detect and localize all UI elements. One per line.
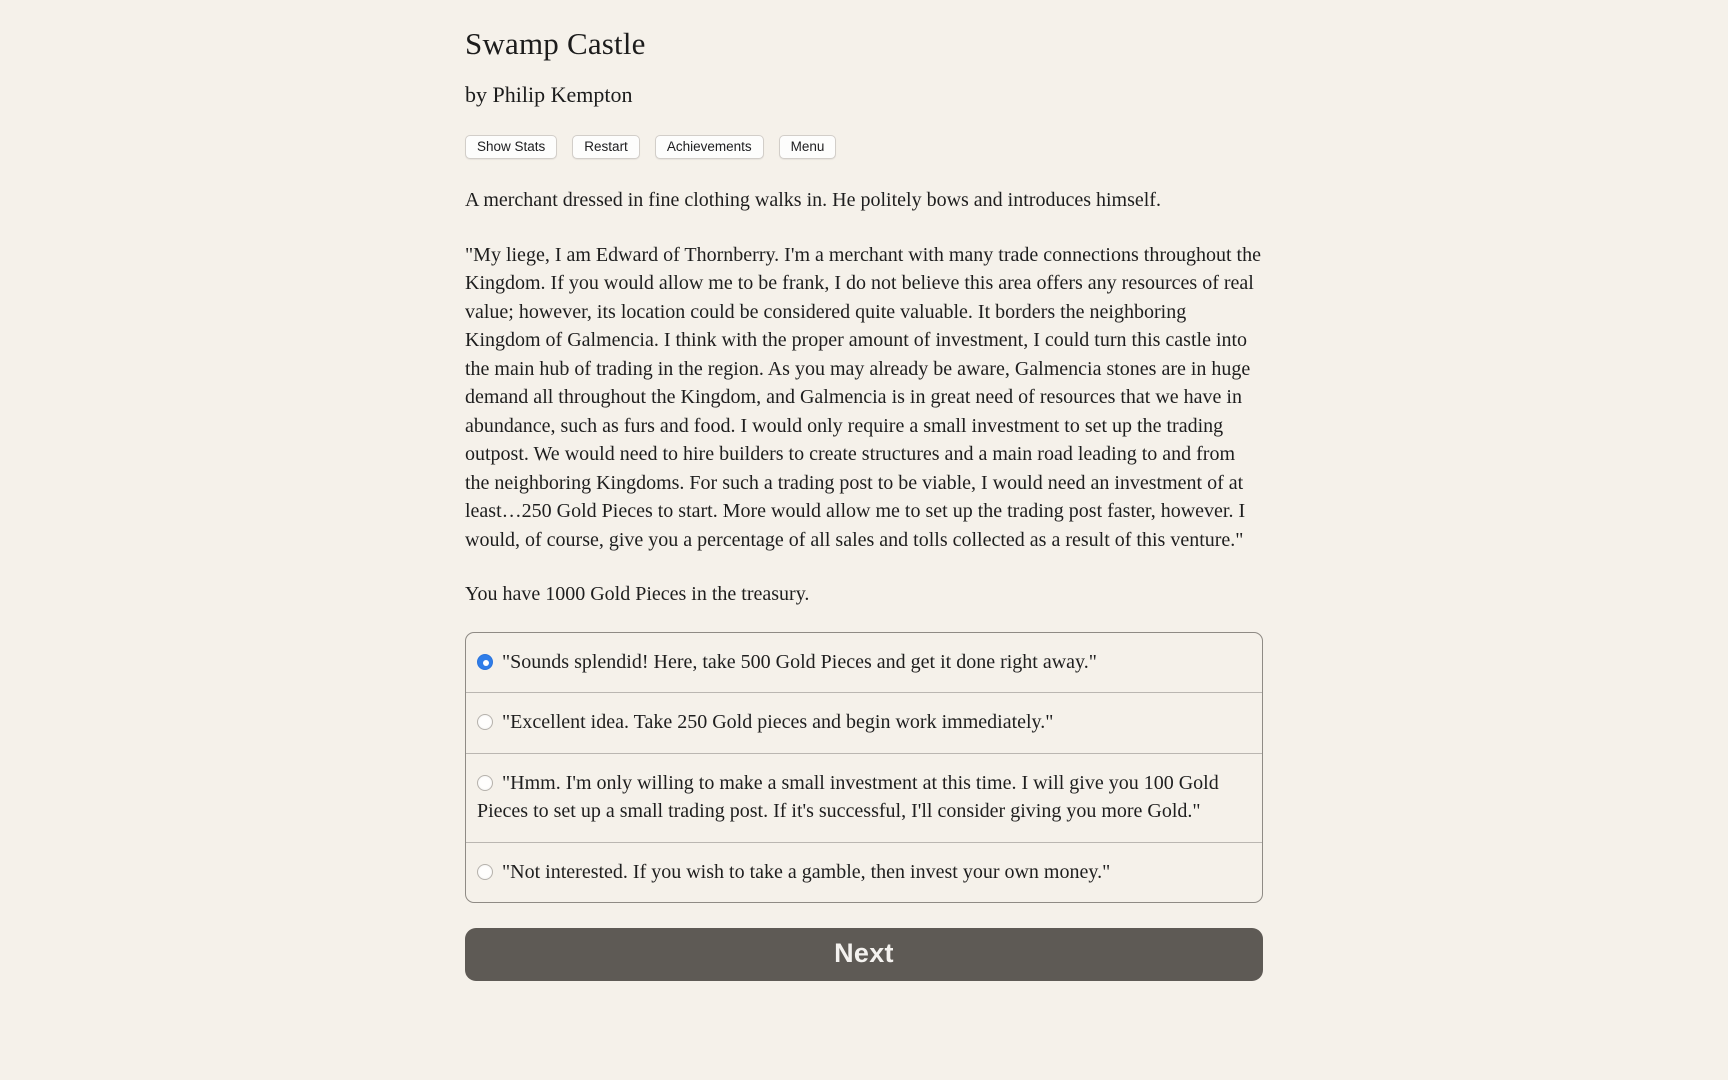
achievements-button[interactable]: Achievements — [655, 135, 764, 159]
choices-box — [465, 632, 1263, 904]
choice-option-1-label: "Sounds splendid! Here, take 500 Gold Pieces and get it done right away." — [502, 650, 1097, 673]
choice-option-4-label: "Not interested. If you wish to take a gamble, then invest your own money." — [502, 860, 1111, 883]
restart-button[interactable]: Restart — [572, 135, 640, 159]
choice-option-4[interactable] — [466, 842, 1262, 903]
next-button[interactable]: Next — [465, 928, 1263, 981]
game-title: Swamp Castle — [465, 26, 646, 61]
choice-option-2-label: "Excellent idea. Take 250 Gold pieces and begin work immediately." — [502, 711, 1054, 733]
story-paragraph: "My liege, I am Edward of Thornberry. I'm a merchant with many trade connections throughout the Kingdom. If you would allow me to be frank, I do not believe this area offers any resources of real value; however, its location could be considered quite valuable. It borders the neighboring Kingdom of Galmencia. I think with the proper amount of investment, I could turn this castle into the main hub of trading in the region. As you may already be aware, Galmencia stones are in huge demand all throughout the Kingdom, and Galmencia is in great need of resources that we have in abundance, such as furs and food. I would only require a small investment to set up the trading outpost. We would need to hire builders to create structures and a main road leading to and from the neighboring Kingdoms. For such a trading post to be viable, I would need an investment of at least…250 Gold Pieces to start. More would allow me to set up the trading post faster, however. I would, of course, give you a percentage of all sales and tolls collected as a result of this venture." — [465, 243, 1261, 551]
toolbar — [465, 135, 1263, 159]
radio-icon[interactable] — [477, 775, 493, 791]
game-content — [465, 0, 1263, 981]
show-stats-button[interactable]: Show Stats — [465, 135, 557, 159]
story-paragraph-treasury: You have 1000 Gold Pieces in the treasury. — [465, 583, 810, 605]
story-paragraph: A merchant dressed in fine clothing walks in. He politely bows and introduces himself. — [465, 189, 1161, 211]
choice-option-2[interactable] — [466, 692, 1262, 753]
choice-option-3-label: "Hmm. I'm only willing to make a small investment at this time. I will give you 100 Gold Pieces to set up a small trading post. If it's successful, I'll consider giving you more Gold." — [477, 771, 1219, 822]
radio-icon[interactable] — [477, 714, 493, 730]
game-author: by Philip Kempton — [465, 82, 633, 107]
choice-option-1[interactable] — [466, 633, 1262, 693]
story-text — [465, 186, 1263, 609]
radio-icon[interactable] — [477, 654, 493, 670]
radio-icon[interactable] — [477, 864, 493, 880]
menu-button[interactable]: Menu — [779, 135, 837, 159]
choice-option-3[interactable] — [466, 753, 1262, 842]
